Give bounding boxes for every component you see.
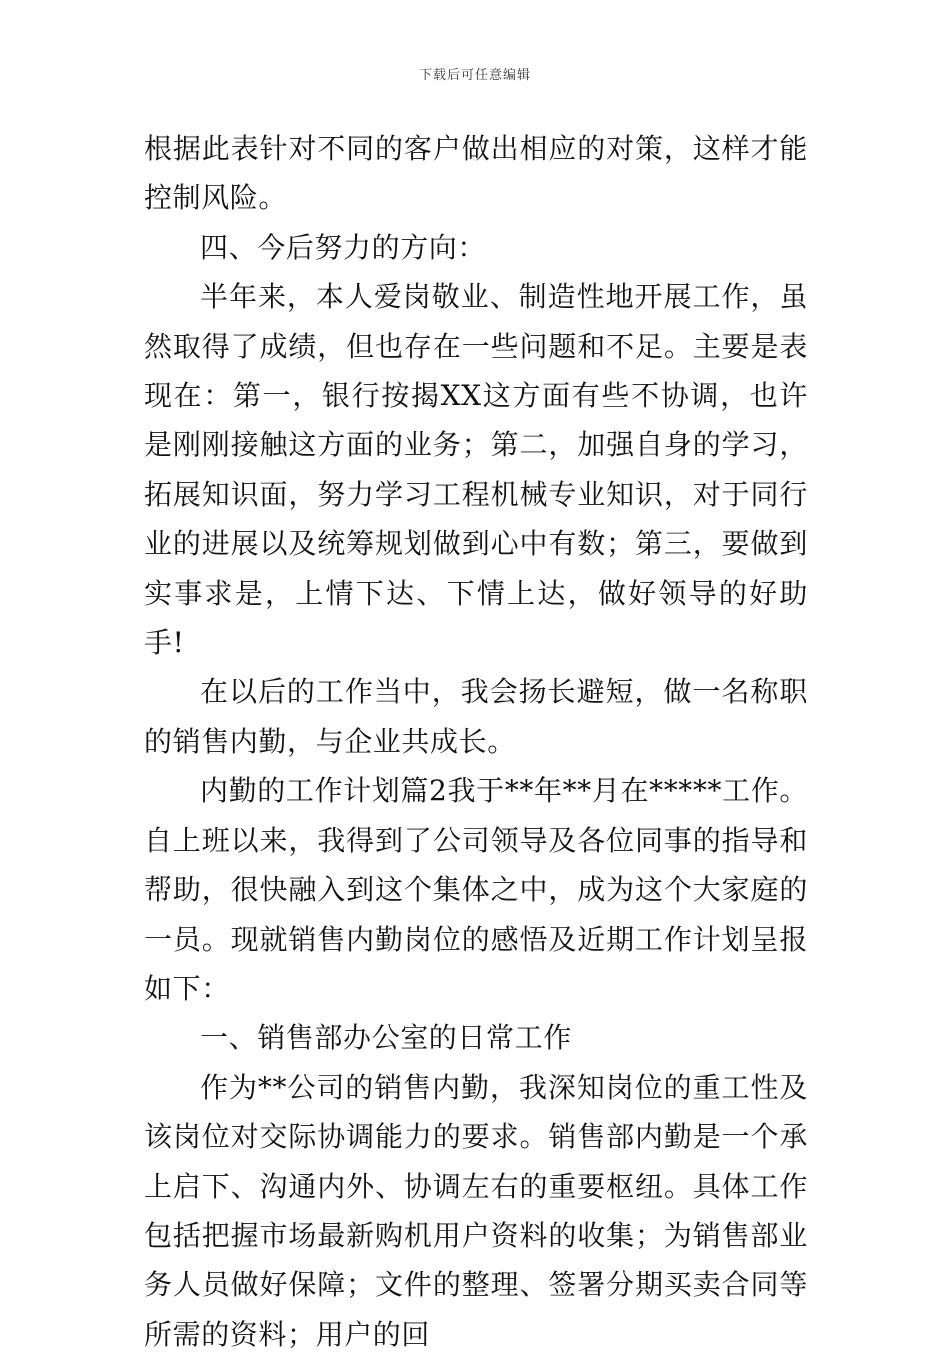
document-body — [144, 124, 808, 1359]
section-heading: 一、销售部办公室的日常工作 — [200, 1021, 572, 1055]
paragraph: 在以后的工作当中，我会扬长避短，做一名称职的销售内勤，与企业共成长。 — [144, 675, 808, 758]
paragraph: 内勤的工作计划篇2我于**年**月在*****工作。自上班以来，我得到了公司领导及各位同事的指导和帮助，很快融入到这个集体之中，成为这个大家庭的一员。现就销售内勤岗位的感悟及近期工作计划呈报如下： — [144, 774, 808, 1005]
paragraph: 根据此表针对不同的客户做出相应的对策，这样才能控制风险。 — [144, 132, 808, 215]
section-heading: 四、今后努力的方向： — [200, 230, 487, 264]
paragraph: 作为**公司的销售内勤，我深知岗位的重工性及该岗位对交际协调能力的要求。销售部内勤是一个承上启下、沟通内外、协调左右的重要枢纽。具体工作包括把握市场最新购机用户资料的收集；为销售部业务人员做好保障；文件的整理、签署分期买卖合同等所需的资料；用户的回 — [144, 1070, 808, 1351]
page-header: 下载后可任意编辑 — [418, 68, 531, 83]
paragraph: 半年来，本人爱岗敬业、制造性地开展工作，虽然取得了成绩，但也存在一些问题和不足。主要是表现在：第一，银行按揭XX这方面有些不协调，也许是刚刚接触这方面的业务；第二，加强自身的学习，拓展知识面，努力学习工程机械专业知识，对于同行业的进展以及统筹规划做到心中有数；第三，要做到实事求是，上情下达、下情上达，做好领导的好助手! — [144, 280, 808, 660]
